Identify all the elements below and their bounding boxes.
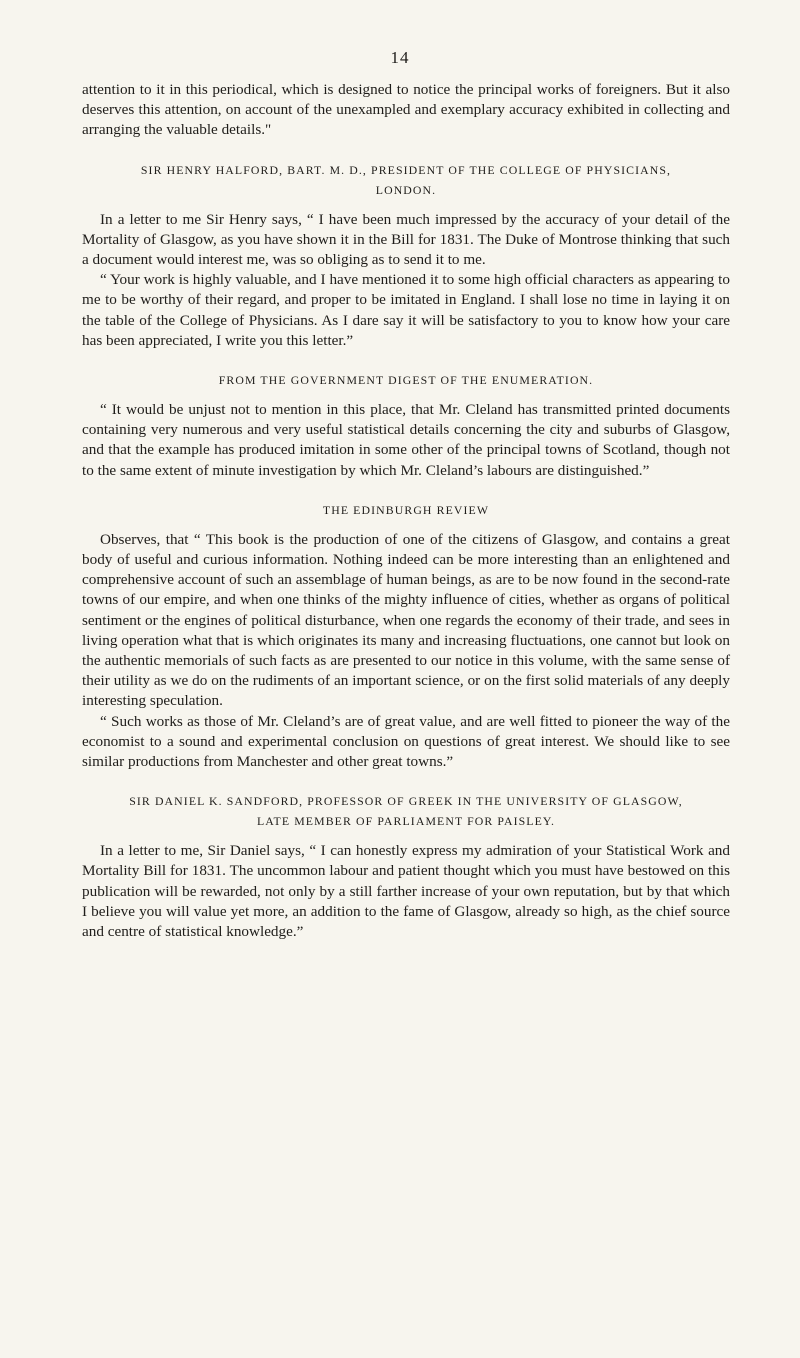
paragraph: In a letter to me Sir Henry says, “ I have been much impressed by the accuracy of your detail of the Mortality of Glasgow, as you have shown it in the Bill for 1831. The Duke of Montrose thinking that such a document would interest me, was so obliging as to send it to me.: [82, 210, 730, 269]
heading-line: SIR HENRY HALFORD, BART. M. D., PRESIDENT OF THE COLLEGE OF PHYSICIANS,: [140, 162, 672, 177]
heading-line: LONDON.: [375, 182, 437, 197]
paragraph: Observes, that “ This book is the production of one of the citizens of Glasgow, and contains a great body of useful and curious information. Nothing indeed can be more interesting than an enlightened and comprehensive account of such an assemblage of human beings, as are to be now found in the second-rate towns of our empire, and when one thinks of the mighty influence of cities, whether as organs of political sentiment or the engines of political disturbance, when one regards the economy of their trade, and sees in living operation what that is which originates its many and increasing fluctuations, one cannot but look on the authentic memorials of such facts as are presented to our notice in this volume, with the same sense of their utility as we do on the rudiments of an important science, or on the first solid materials of any deeply interesting speculation.: [82, 530, 730, 710]
page-number: 14: [390, 48, 410, 67]
paragraph: “ It would be unjust not to mention in this place, that Mr. Cleland has transmitted printed documents containing very numerous and very useful statistical details concerning the city and suburbs of Glasgow, and that the example has produced imitation in some other of the principal towns of Scotland, though not to the same extent of minute investigation by which Mr. Cleland’s labours are distinguished.”: [82, 401, 730, 479]
section-heading-halford: [82, 160, 730, 200]
heading-line: LATE MEMBER OF PARLIAMENT FOR PAISLEY.: [256, 814, 556, 829]
paragraph: In a letter to me, Sir Daniel says, “ I can honestly express my admiration of your Statistical Work and Mortality Bill for 1831. The uncommon labour and patient thought which you must have bestowed on this publication will be rewarded, not only by a still farther increase of your own reputation, but by that which I believe you will value yet more, an addition to the fame of Glasgow, already so high, as the chief source and centre of statistical knowledge.”: [82, 842, 730, 941]
section-heading-edinburgh-review: THE EDINBURGH REVIEW: [322, 502, 490, 517]
section-heading-sandford: [82, 791, 730, 831]
page-body: [82, 80, 730, 942]
paragraph-continuation: attention to it in this periodical, which is designed to notice the principal works of foreigners. But it also deserves this attention, on account of the unexampled and exemplary accuracy exhibited in collecting and arranging the valuable details.": [82, 81, 730, 139]
paragraph: “ Such works as those of Mr. Cleland’s are of great value, and are well fitted to pioneer the way of the economist to a sound and experimental conclusion on questions of great interest. We should like to see similar productions from Manchester and other great towns.”: [82, 712, 730, 771]
section-heading-government-digest: FROM THE GOVERNMENT DIGEST OF THE ENUMERATION.: [218, 373, 594, 388]
heading-line: SIR DANIEL K. SANDFORD, PROFESSOR OF GREEK IN THE UNIVERSITY OF GLASGOW,: [129, 794, 683, 809]
paragraph: “ Your work is highly valuable, and I have mentioned it to some high official characters as appearing to me to be worthy of their regard, and proper to be imitated in England. I shall lose no time in laying it on the table of the College of Physicians. As I dare say it will be satisfactory to you to know how your care has been appreciated, I write you this letter.”: [82, 271, 730, 349]
